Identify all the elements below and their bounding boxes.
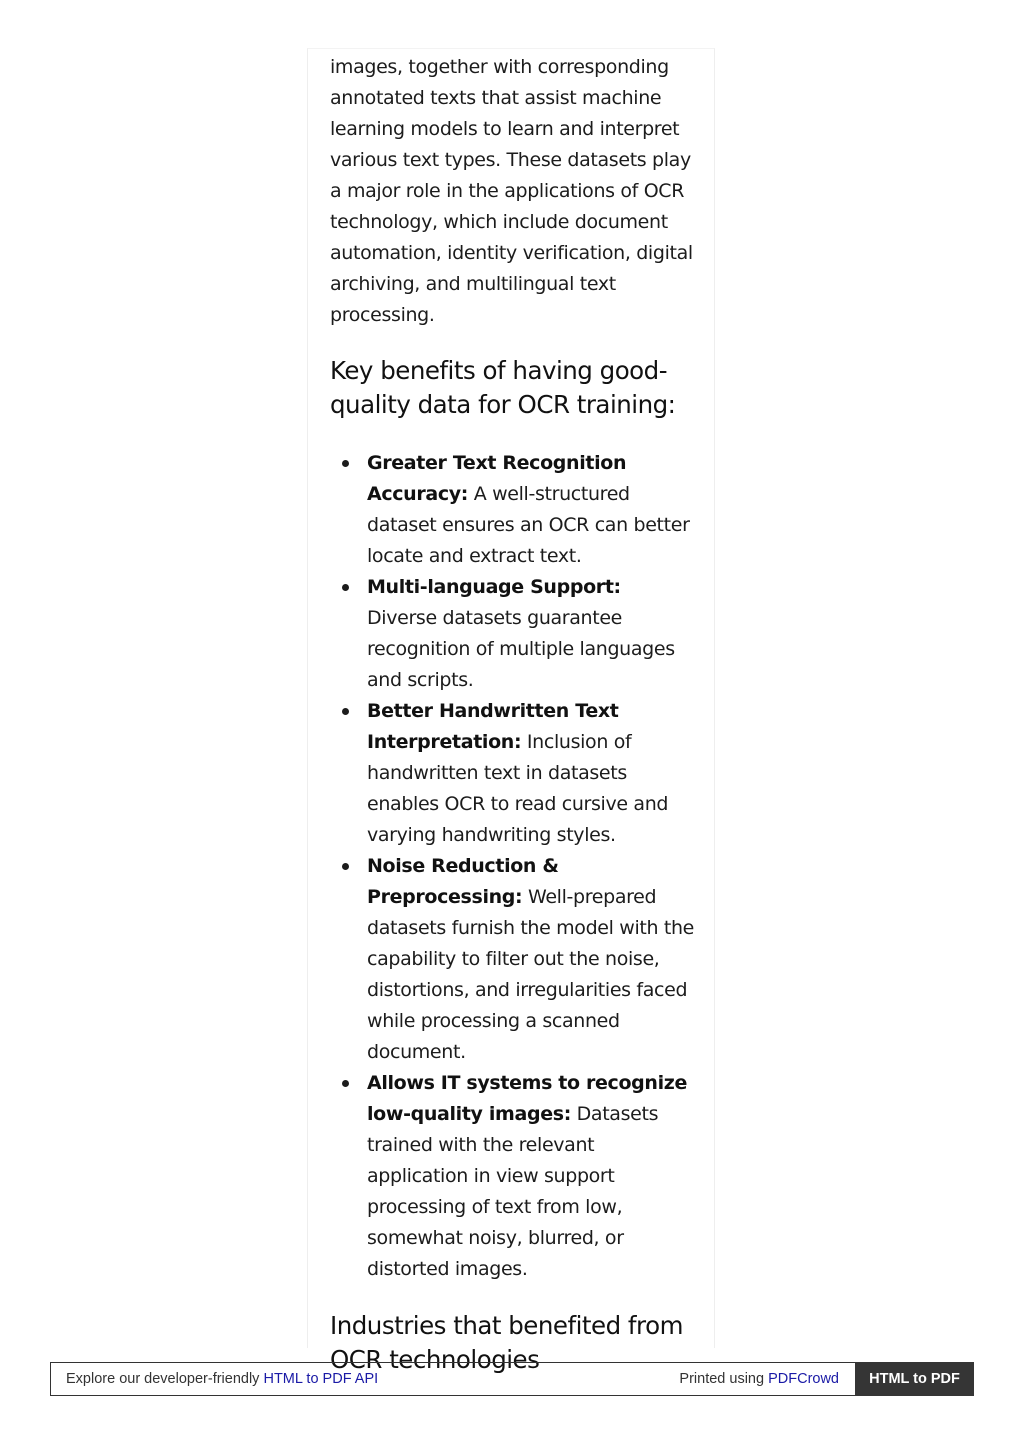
bullet-icon xyxy=(342,584,349,591)
benefits-list xyxy=(330,448,696,1285)
list-item-title: Multi-language Support: xyxy=(367,576,621,598)
list-item xyxy=(330,851,696,1068)
footer-explore xyxy=(66,1363,378,1395)
html-to-pdf-api-link[interactable]: HTML to PDF API xyxy=(263,1371,379,1387)
list-item xyxy=(330,448,696,572)
list-item xyxy=(330,572,696,696)
bullet-icon xyxy=(342,460,349,467)
industries-heading: Industries that benefited from OCR technologies xyxy=(330,1311,683,1374)
list-item-title: Better Handwritten Text Interpretation: xyxy=(367,700,619,753)
benefits-heading: Key benefits of having good-quality data for OCR training: xyxy=(330,356,676,419)
bullet-icon xyxy=(342,863,349,870)
pdfcrowd-link[interactable]: PDFCrowd xyxy=(768,1371,839,1387)
list-item-title: Greater Text Recognition Accuracy: xyxy=(367,452,627,505)
article-column xyxy=(307,48,715,1374)
list-item-title: Noise Reduction & Preprocessing: xyxy=(367,855,559,908)
list-item-text: Inclusion of handwritten text in datasets enables OCR to read cursive and varying handwriting styles. xyxy=(367,731,669,846)
bullet-icon xyxy=(342,708,349,715)
article-body xyxy=(330,49,696,1377)
bullet-icon xyxy=(342,1080,349,1087)
list-item-text: Datasets trained with the relevant application in view support processing of text from low, somewhat noisy, blurred, or distorted images. xyxy=(367,1103,659,1280)
list-item xyxy=(330,696,696,851)
list-item-title: Allows IT systems to recognize low-quality images: xyxy=(367,1072,688,1125)
footer-explore-text: Explore our developer-friendly xyxy=(66,1371,264,1387)
list-item-text: A well-structured dataset ensures an OCR can better locate and extract text. xyxy=(367,483,690,567)
html-to-pdf-badge[interactable]: HTML to PDF xyxy=(855,1362,974,1396)
intro-paragraph: images, together with corresponding annotated texts that assist machine learning models to learn and interpret various text types. These datasets play a major role in the applications of OCR technology, which include document automation, identity verification, digital archiving, and multilingual text processing. xyxy=(330,56,693,326)
footer-printed xyxy=(679,1363,839,1395)
footer-printed-text: Printed using xyxy=(679,1371,769,1387)
pdfcrowd-footer-banner xyxy=(50,1362,974,1396)
list-item xyxy=(330,1068,696,1285)
list-item-text: Diverse datasets guarantee recognition of multiple languages and scripts. xyxy=(367,607,675,691)
list-item-text: Well-prepared datasets furnish the model with the capability to filter out the noise, distortions, and irregularities faced while processing a scanned document. xyxy=(367,886,694,1063)
